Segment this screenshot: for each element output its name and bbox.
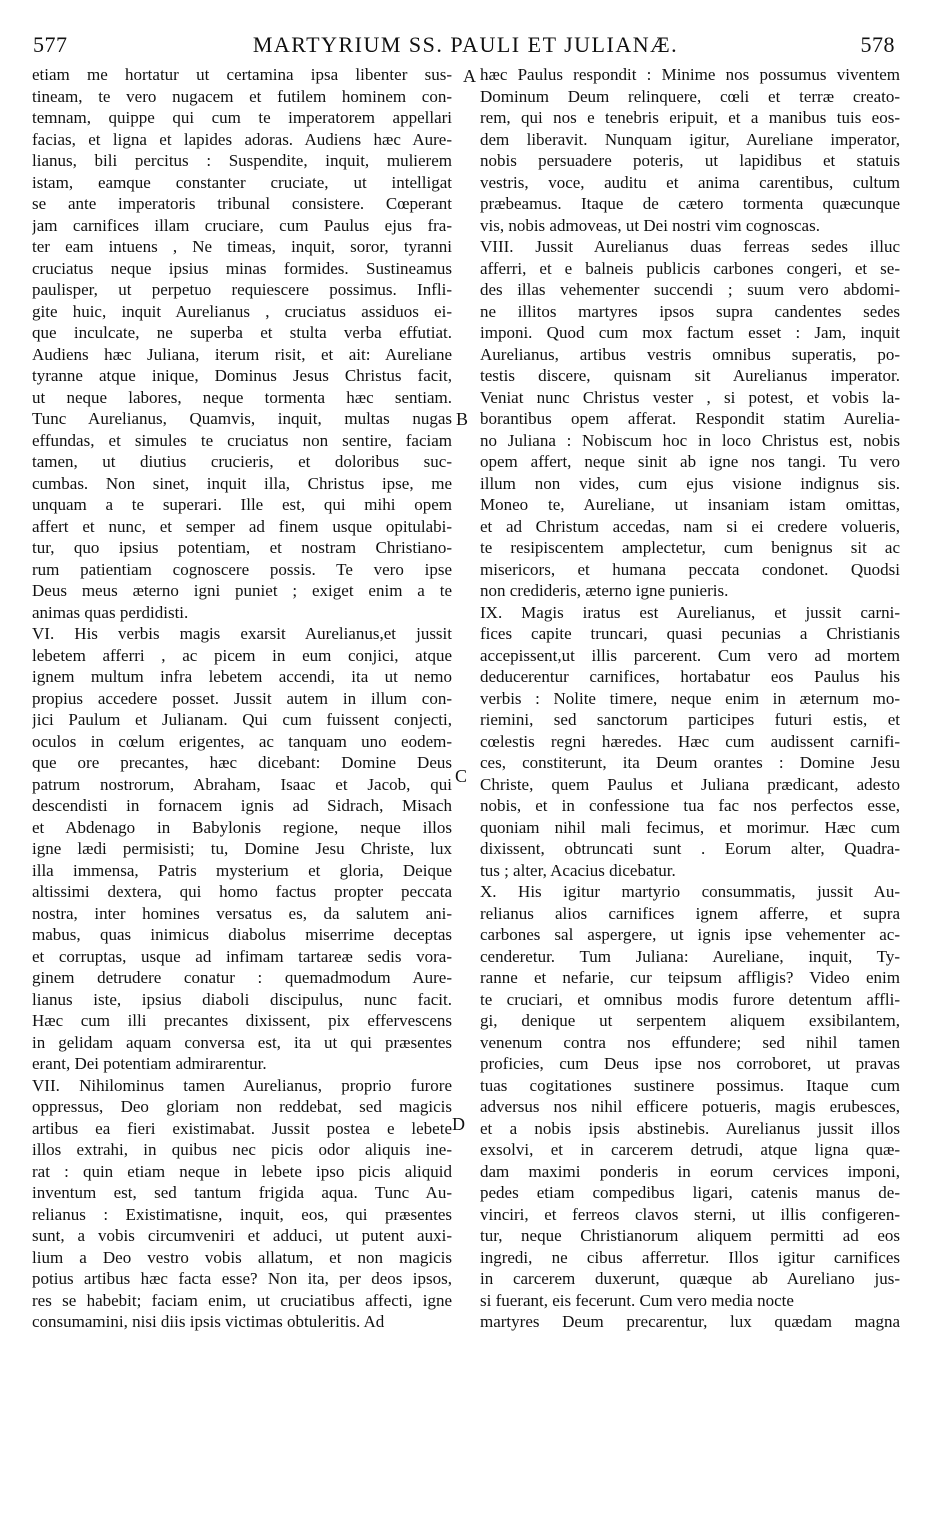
text-line: facias, et ligna et lapides adoras. Audiens hæc Aure- xyxy=(32,129,452,149)
text-line: sunt, a vobis circumveniri et adduci, ut putent auxi- xyxy=(32,1226,452,1245)
margin-marker-c: C xyxy=(455,766,468,786)
text-line: des illas vehementer succendi ; suum vero abdomi- xyxy=(480,280,900,299)
page-number-left: 577 xyxy=(33,32,68,57)
text-line: Veniat nunc Christus vester , si potest, et vobis la- xyxy=(480,387,900,407)
right-column xyxy=(480,64,900,1333)
text-line: inventum est, sed tantum frigida aqua. Tunc Au- xyxy=(32,1183,452,1202)
text-line: tur, neque Christianorum aliquem permitti ad eos xyxy=(480,1226,900,1245)
text-line: nobis persuadere poteris, ut lapidibus et statuis xyxy=(480,151,900,170)
text-line: oculos in cœlum erigentes, ac tanquam uno eodem- xyxy=(32,731,452,751)
text-line: imponi. Quod cum mox factum esset : Jam, inquit xyxy=(480,323,900,342)
text-line: Moneo te, Aureliane, ut insaniam istam omittas, xyxy=(480,495,900,514)
text-line: cœlestis regni hæredes. Hæc cum audissent carnifi- xyxy=(480,731,900,751)
text-line: præbeamus. Itaque de cætero tormenta quæcunque xyxy=(480,194,900,213)
text-line: cruciatus neque ipsius minas formides. Sustineamus xyxy=(32,258,452,278)
text-line: ginem detrudere conatur : quemadmodum Aure- xyxy=(32,968,452,987)
text-line: igne lædi permisisti; tu, Domine Jesu Christe, lux xyxy=(32,839,452,858)
text-line: opem affert, neque sinit ab igne nos tangi. Tu vero xyxy=(480,452,900,471)
text-line: consumamini, nisi diis ipsis victimas obtuleritis. Ad xyxy=(32,1312,385,1331)
text-line: propius accedere posset. Jussit autem in illum con- xyxy=(32,688,452,708)
text-line: te cruciari, et omnibus modis furore detentum affli- xyxy=(480,989,900,1009)
text-line: descendisti in fornacem ignis ad Sidrach, Misach xyxy=(32,796,452,815)
text-line: verbis : Nolite timere, neque enim in æternum mo- xyxy=(480,688,900,708)
text-line: altissimi dextera, qui homo factus propter peccata xyxy=(32,882,452,901)
text-line: quoniam nihil mali fecimus, et morimur. Hæc cum xyxy=(480,817,900,837)
text-line: Tunc Aurelianus, Quamvis, inquit, multas nugas xyxy=(32,409,452,428)
text-line: ignem multum infra lebetem accendi, ita ut nemo xyxy=(32,667,452,686)
text-line: rem, qui nos e tenebris eripuit, et a manibus tuis eos- xyxy=(480,108,900,127)
text-line: pedes etiam compedibus ligari, catenis manus de- xyxy=(480,1183,900,1202)
text-line: VI. His verbis magis exarsit Aurelianus,et jussit xyxy=(32,624,452,643)
text-line: martyres Deum precarentur, lux quædam magna xyxy=(480,1312,900,1331)
text-line: nobis, et in confessione tua fac nos perfectos esse, xyxy=(480,796,900,815)
text-line: gi, denique ut serpentem aliquem exsibilantem, xyxy=(480,1011,900,1030)
text-line: jici Paulum et Julianam. Qui cum fuissent conjecti, xyxy=(32,710,452,729)
text-line: fices capite truncari, quasi pecunias a Christianis xyxy=(480,624,900,643)
text-line: oppressus, Deo gloriam non reddebat, sed magicis xyxy=(32,1097,452,1116)
text-line: et corruptas, usque ad infimam tartareæ sedis vora- xyxy=(32,946,452,966)
text-line: dam maximi ponderis in eorum cervices imponi, xyxy=(480,1161,900,1181)
text-line: relianus alios carnifices ignem afferre, et supra xyxy=(480,903,900,923)
text-line: si fuerant, eis fecerunt. Cum vero media nocte xyxy=(480,1290,794,1310)
text-line: potius artibus hæc facta esse? Non ita, per deos ipsos, xyxy=(32,1269,452,1288)
text-line: affert et nunc, et semper ad finem usque opitulabi- xyxy=(32,516,452,536)
text-line: X. His igitur martyrio consummatis, jussit Au- xyxy=(480,882,900,901)
text-line: dem liberavit. Nunquam igitur, Aureliane imperator, xyxy=(480,129,900,149)
text-line: exsolvi, et in carcerem detrudi, atque ligna quæ- xyxy=(480,1140,900,1159)
text-line: in carcerem duxerunt, quæque ab Aureliano jus- xyxy=(480,1269,900,1288)
text-line: lianus iste, ipsius diaboli discipulus, nunc facit. xyxy=(32,989,452,1009)
text-line: vinciri, et ferreos clavos sterni, ut illis configeren- xyxy=(480,1204,900,1224)
running-title: MARTYRIUM SS. PAULI ET JULIANÆ. xyxy=(252,32,679,57)
text-line: tyranne atque inique, Dominus Jesus Christus facit, xyxy=(32,366,452,385)
text-line: ces, constiterunt, ita Deum orantes : Domine Jesu xyxy=(480,753,900,772)
text-line: misericors, et humana peccata condonet. Quodsi xyxy=(480,559,900,579)
text-line: tur, quo ipsius potentiam, et nostram Christiano- xyxy=(32,538,452,557)
text-line: unquam a te superari. Ille est, qui mihi opem xyxy=(32,495,452,514)
text-line: lebetem afferri , ac picem in eum conjici, atque xyxy=(32,645,452,665)
text-line: lium a Deo vestro vobis allatum, et non magicis xyxy=(32,1247,452,1267)
text-line: relianus : Existimatisne, inquit, eos, qui præsentes xyxy=(32,1204,452,1224)
text-line: rat : quin etiam neque in lebete ipso picis aliquid xyxy=(32,1161,452,1181)
margin-marker-b: B xyxy=(456,409,469,429)
text-line: Christe, quem Paulus et Juliana prædicant, adesto xyxy=(480,774,900,794)
text-line: adversus nos nihil efficere potueris, magis erubesces, xyxy=(480,1097,900,1116)
text-line: VII. Nihilominus tamen Aurelianus, proprio furore xyxy=(32,1075,452,1095)
text-line: ingredi, ne cibus afferretur. Illos igitur carnifices xyxy=(480,1247,900,1267)
text-line: non credideris, æterno igne punieris. xyxy=(480,581,729,600)
page-header xyxy=(0,32,931,68)
margin-marker-d: D xyxy=(452,1114,465,1134)
text-line: deducerentur carnifices, hortabatur eos Paulus his xyxy=(480,667,900,686)
text-line: riemini, sed sanctorum participes futuri estis, et xyxy=(480,710,900,729)
text-line: lianus, bili percitus : Suspendite, inquit, mulierem xyxy=(32,151,452,170)
text-line: istam, eamque constanter cruciate, ut intelligat xyxy=(32,172,452,192)
text-line: tuas cogitationes sustinere possimus. Itaque cum xyxy=(480,1075,900,1095)
text-line: Deus meus æterno igni puniet ; exiget enim a te xyxy=(32,581,452,600)
text-line: et Abdenago in Babylonis regione, neque illos xyxy=(32,817,452,837)
text-line: illos extrahi, in quibus nec picis odor aliquis ine- xyxy=(32,1140,452,1159)
text-line: nostra, inter homines versatus es, da salutem ani- xyxy=(32,903,452,923)
text-line: effundas, et simules te cruciatus non sentire, faciam xyxy=(32,430,452,450)
text-line: illum non vides, cum ejus visione indignus sis. xyxy=(480,473,900,493)
text-line: IX. Magis iratus est Aurelianus, et jussit carni- xyxy=(480,602,900,622)
text-line: patrum nostrorum, Abraham, Isaac et Jacob, qui xyxy=(32,774,452,794)
text-line: no Juliana : Nobiscum hoc in loco Christus est, nobis xyxy=(480,430,900,450)
text-line: accepissent,ut illis parcerent. Cum vero ad mortem xyxy=(480,645,900,665)
text-line: dixissent, obtruncati sunt . Eorum alter, Quadra- xyxy=(480,839,900,858)
text-line: VIII. Jussit Aurelianus duas ferreas sedes illuc xyxy=(480,237,900,256)
text-line: cenderetur. Tum Juliana: Aureliane, inquit, Ty- xyxy=(480,946,900,966)
text-line: hæc Paulus respondit : Minime nos possumus viventem xyxy=(480,65,900,84)
text-line: tus ; alter, Acacius dicebatur. xyxy=(480,860,676,880)
text-line: ne illitos martyres ipsos supra candentes sedes xyxy=(480,301,900,321)
text-line: venenum contra nos effundere; sed nihil tamen xyxy=(480,1032,900,1052)
text-line: gite huic, inquit Aurelianus , cruciatus assiduos ei- xyxy=(32,301,452,321)
text-line: proficies, cum Deus ipse nos corroboret, ut pravas xyxy=(480,1054,900,1073)
text-line: etiam me hortatur ut certamina ipsa libenter sus- xyxy=(32,65,452,84)
text-line: que ore precantes, hæc dicebant: Domine Deus xyxy=(32,753,452,772)
text-line: vis, nobis admoveas, ut Dei nostri vim cognoscas. xyxy=(480,215,820,235)
text-line: afferri, et e balneis publicis carbones congeri, et se- xyxy=(480,258,900,278)
text-line: rum patientiam cognoscere possis. Te vero ipse xyxy=(32,559,452,579)
text-line: jam carnifices illam cruciare, cum Paulus ejus fra- xyxy=(32,215,452,235)
text-line: Dominum Deum relinquere, cœli et terræ creato- xyxy=(480,86,900,106)
page-number-right: 578 xyxy=(860,32,895,57)
text-line: cumbas. Non sinet, inquit illa, Christus ipse, me xyxy=(32,473,452,493)
text-line: animas quas perdidisti. xyxy=(32,602,189,622)
text-line: te resipiscentem amplectetur, cum benignus sit ac xyxy=(480,538,900,557)
text-line: ranne et nefarie, cur teipsum affligis? Video enim xyxy=(480,968,900,987)
text-line: se ante imperatoris tribunal consistere. Cœperant xyxy=(32,194,452,213)
text-line: ter eam intuens , Ne timeas, inquit, soror, tyranni xyxy=(32,237,452,256)
text-line: tineam, te vero nugacem et futilem hominem con- xyxy=(32,86,452,106)
text-line: temnam, quippe qui cum te imperatorem appellari xyxy=(32,108,452,127)
text-line: Aurelianus, artibus vestris omnibus superatis, po- xyxy=(480,344,900,364)
text-line: artibus ea fieri existimabat. Jussit postea e lebete xyxy=(32,1118,452,1138)
text-line: res se habebit; faciam enim, ut cruciatibus affecti, igne xyxy=(32,1290,452,1310)
text-line: vestris, voce, auditu et anima carentibus, cultum xyxy=(480,172,900,192)
text-line: borantibus opem afferat. Respondit statim Aurelia- xyxy=(480,409,900,428)
text-line: paulisper, ut perpetuo requiescere possimus. Infli- xyxy=(32,280,452,299)
text-line: et ad Christum accedas, nam si ei credere volueris, xyxy=(480,516,900,536)
text-line: Hæc cum illi precantes dixissent, pix effervescens xyxy=(32,1011,452,1030)
text-line: testis discere, quisnam sit Aurelianus imperator. xyxy=(480,366,900,385)
text-line: que inculcate, ne superba et stulta verba effutiat. xyxy=(32,323,452,342)
margin-marker-a: A xyxy=(463,66,476,86)
text-line: tamen, ut diutius crucieris, et doloribus suc- xyxy=(32,452,452,471)
text-line: illa immensa, Patris mysterium et gloria, Deique xyxy=(32,860,452,880)
text-line: mabus, quas inimicus diabolus miserrime deceptas xyxy=(32,925,452,944)
text-line: Audiens hæc Juliana, iterum risit, et ait: Aureliane xyxy=(32,344,452,364)
text-line: in gelidam aquam conversa est, ita ut qui præsentes xyxy=(32,1032,452,1052)
text-line: carbones sal aspergere, ut ignis ipse vehementer ac- xyxy=(480,925,900,944)
left-column xyxy=(32,64,452,1333)
text-line: ut neque labores, neque tormenta hæc sentiam. xyxy=(32,387,452,407)
text-line: erant, Dei potentiam admirarentur. xyxy=(32,1054,267,1073)
text-line: et a nobis ipsis abstinebis. Aurelianus jussit illos xyxy=(480,1118,900,1138)
